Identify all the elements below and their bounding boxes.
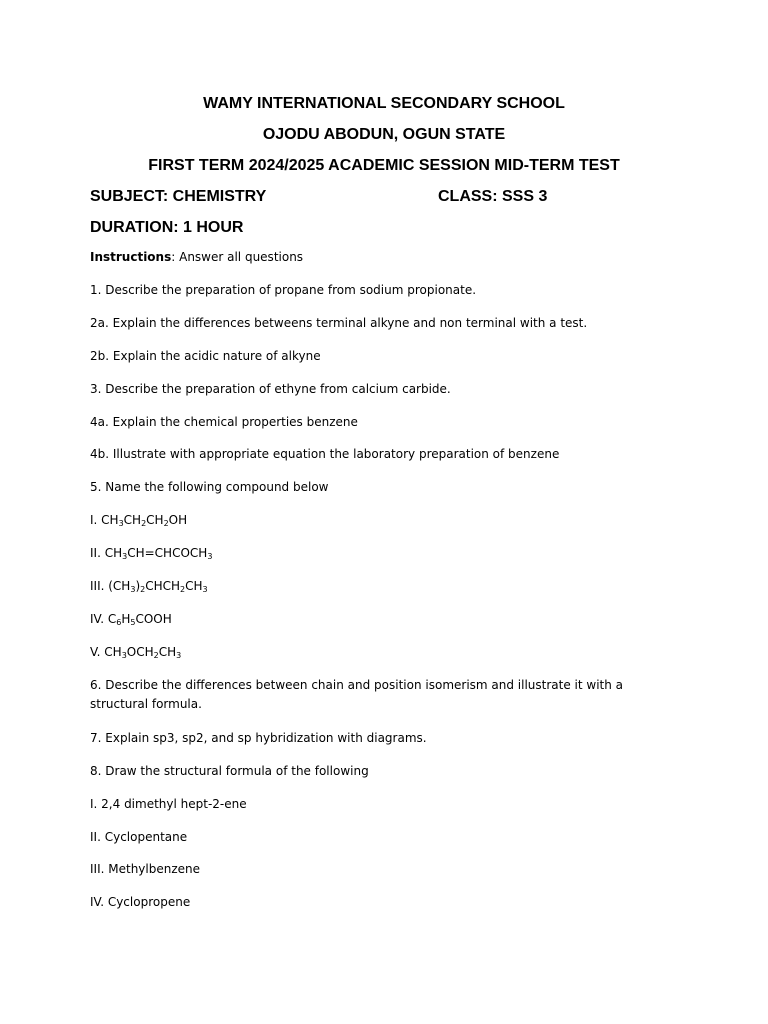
formula-subscript: 2 xyxy=(141,519,147,528)
formula-subscript: 2 xyxy=(180,585,186,594)
formula-subscript: 3 xyxy=(176,651,182,660)
question-7: 7. Explain sp3, sp2, and sp hybridization with diagrams. xyxy=(90,731,427,745)
exam-session: FIRST TERM 2024/2025 ACADEMIC SESSION MID-TERM TEST xyxy=(148,157,620,174)
formula-subscript: 2 xyxy=(163,519,169,528)
formula-text: CH xyxy=(104,645,122,659)
compound-number: V. xyxy=(90,645,105,659)
compound-number: III. xyxy=(90,579,109,593)
compound-item xyxy=(90,577,660,596)
compound-item xyxy=(90,511,660,530)
question-5: 5. Name the following compound below xyxy=(90,480,329,494)
compound-item xyxy=(90,610,660,629)
compound-item xyxy=(90,544,660,563)
formula-text: CHCH xyxy=(145,579,181,593)
structure-item: I. 2,4 dimethyl hept-2-ene xyxy=(90,797,247,811)
question-2b: 2b. Explain the acidic nature of alkyne xyxy=(90,349,321,363)
formula-subscript: 2 xyxy=(153,651,159,660)
question-4b: 4b. Illustrate with appropriate equation the laboratory preparation of benzene xyxy=(90,447,560,461)
formula-text: CH xyxy=(123,513,142,527)
formula-text: H xyxy=(121,612,131,626)
formula-subscript: 2 xyxy=(140,585,146,594)
formula-subscript: 3 xyxy=(130,585,136,594)
question-3: 3. Describe the preparation of ethyne from calcium carbide. xyxy=(90,382,451,396)
question-4a: 4a. Explain the chemical properties benzene xyxy=(90,415,358,429)
compound-item xyxy=(90,643,660,662)
school-name: WAMY INTERNATIONAL SECONDARY SCHOOL xyxy=(203,95,565,112)
compound-number: IV. xyxy=(90,612,108,626)
structure-item: III. Methylbenzene xyxy=(90,862,201,876)
instructions-label: Instructions xyxy=(90,250,172,264)
formula-subscript: 3 xyxy=(207,552,213,561)
formula-text: OCH xyxy=(126,645,154,659)
formula-text: ) xyxy=(135,579,141,593)
compound-number: II. xyxy=(90,546,105,560)
formula-subscript: 3 xyxy=(122,552,128,561)
formula-text: CH xyxy=(101,513,119,527)
structure-item: II. Cyclopentane xyxy=(90,830,188,844)
formula-text: CH xyxy=(146,513,164,527)
school-location: OJODU ABODUN, OGUN STATE xyxy=(262,126,506,143)
instructions xyxy=(90,248,660,267)
formula-text: (CH xyxy=(108,579,131,593)
formula-text: COOH xyxy=(135,612,172,626)
structure-item: IV. Cyclopropene xyxy=(90,895,191,909)
formula-subscript: 3 xyxy=(202,585,208,594)
class-label: CLASS: SSS 3 xyxy=(438,188,548,205)
question-2a: 2a. Explain the differences betweens terminal alkyne and non terminal with a test. xyxy=(90,316,588,330)
formula-text: CH=CHCOCH xyxy=(127,546,208,560)
instructions-text: : Answer all questions xyxy=(171,250,304,264)
formula-text: CH xyxy=(104,546,123,560)
formula-subscript: 3 xyxy=(118,519,124,528)
question-8: 8. Draw the structural formula of the following xyxy=(90,764,369,778)
formula-text: CH xyxy=(158,645,177,659)
formula-text: CH xyxy=(185,579,203,593)
duration-label: DURATION: 1 HOUR xyxy=(90,219,244,236)
formula-subscript: 3 xyxy=(121,651,127,660)
compound-number: I. xyxy=(90,513,102,527)
question-6: 6. Describe the differences between chain and position isomerism and illustrate it with a structural formula. xyxy=(90,678,624,711)
formula-text: C xyxy=(107,612,117,626)
formula-subscript: 6 xyxy=(116,618,122,627)
question-1: 1. Describe the preparation of propane from sodium propionate. xyxy=(90,283,477,297)
formula-text: OH xyxy=(168,513,188,527)
formula-subscript: 5 xyxy=(130,618,136,627)
subject-label: SUBJECT: CHEMISTRY xyxy=(90,188,267,205)
